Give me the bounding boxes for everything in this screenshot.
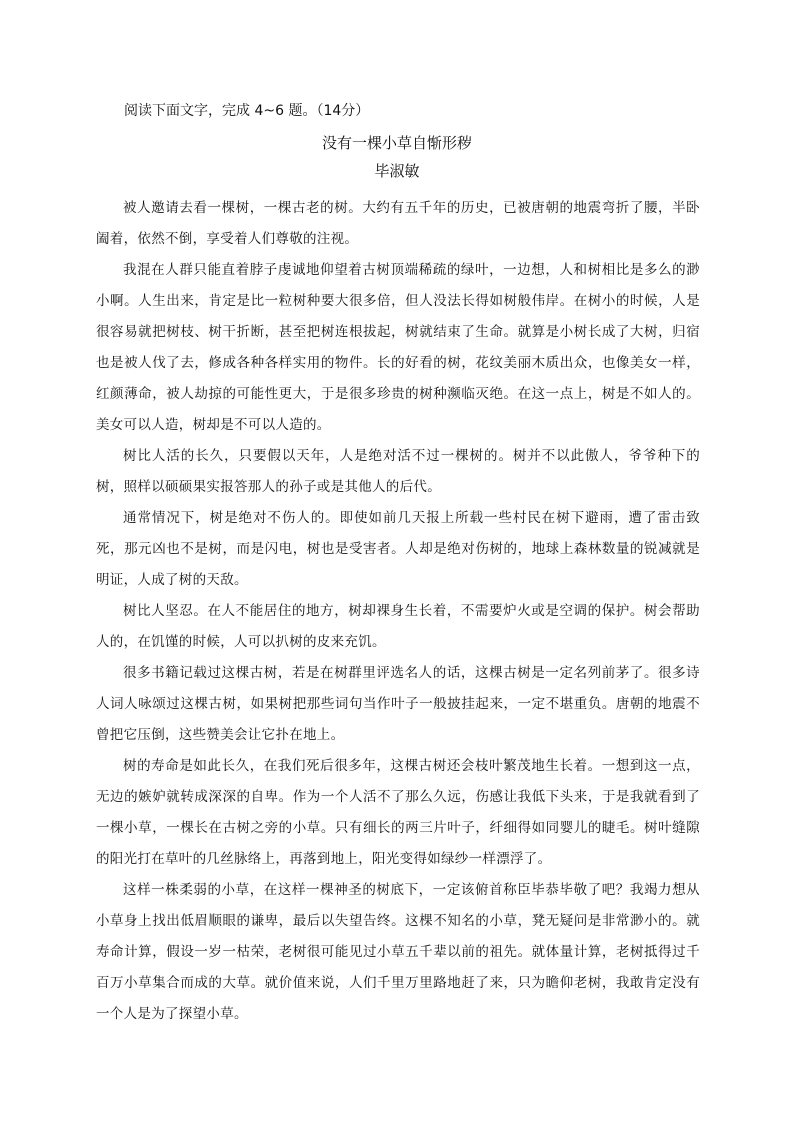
question-instruction: 阅读下面文字，完成 4~6 题。（14分） [124, 103, 370, 119]
paragraph-7: 树的寿命是如此长久，在我们死后很多年，这棵古树还会枝叶繁茂地生长着。一想到这一点，无边的嫉妒就转成深深的自卑。作为一个人活不了那么久远，伤感让我低下头来，于是我就看到了一棵小草，一棵长在古树之旁的小草。只有细长的两三片叶子，纤细得如同婴儿的睫毛。树叶缝隙的阳光打在草叶的几丝脉络上，再落到地上，阳光变得如绿纱一样漂浮了。 [96, 758, 700, 867]
paragraph-3: 树比人活的长久，只要假以天年，人是绝对活不过一棵树的。树并不以此傲人，爷爷种下的树，照样以硕硕果实报答那人的孙子或是其他人的后代。 [96, 448, 700, 495]
paragraph-1: 被人邀请去看一棵树，一棵古老的树。大约有五千年的历史，已被唐朝的地震弯折了腰，半卧阖着，依然不倒，享受着人们尊敬的注视。 [96, 200, 700, 247]
paragraph-6: 很多书籍记载过这棵古树，若是在树群里评选名人的话，这棵古树是一定名列前茅了。很多诗人词人咏颂过这棵古树，如果树把那些词句当作叶子一般披挂起来，一定不堪重负。唐朝的地震不曾把它压倒，这些赞美会让它扑在地上。 [96, 665, 700, 743]
paragraph-2: 我混在人群只能直着脖子虔诚地仰望着古树顶端稀疏的绿叶，一边想，人和树相比是多么的渺小啊。人生出来，肯定是比一粒树种要大很多倍，但人没法长得如树般伟岸。在树小的时候，人是很容易就把树枝、树干折断，甚至把树连根拔起，树就结束了生命。就算是小树长成了大树，归宿也是被人伐了去，修成各种各样实用的物件。长的好看的树，花纹美丽木质出众，也像美女一样，红颜薄命，被人劫掠的可能性更大，于是很多珍贵的树种濒临灭绝。在这一点上，树是不如人的。美女可以人造，树却是不可以人造的。 [96, 262, 700, 433]
paragraph-8: 这样一株柔弱的小草，在这样一棵神圣的树底下，一定该俯首称臣毕恭毕敬了吧？我竭力想从小草身上找出低眉顺眼的谦卑，最后以失望告终。这棵不知名的小草，凳无疑问是非常渺小的。就寿命计算，假设一岁一枯荣，老树很可能见过小草五千辈以前的祖先。就体量计算，老树抵得过千百万小草集合而成的大草。就价值来说，人们千里万里路地赶了来，只为瞻仰老树，我敢肯定没有一个人是为了探望小草。 [96, 882, 700, 1022]
paragraph-4: 通常情况下，树是绝对不伤人的。即使如前几天报上所载一些村民在树下避雨，遭了雷击致死，那元凶也不是树，而是闪电，树也是受害者。人却是绝对伤树的，地球上森林数量的锐减就是明证，人成了树的天敌。 [96, 510, 700, 588]
article-body [96, 193, 700, 1030]
article-author: 毕淑敏 [374, 162, 420, 180]
article-title: 没有一棵小草自惭形秽 [321, 134, 472, 152]
paragraph-5: 树比人坚忍。在人不能居住的地方，树却裸身生长着，不需要炉火或是空调的保护。树会帮助人的，在饥馑的时候，人可以扒树的皮来充饥。 [96, 603, 700, 650]
